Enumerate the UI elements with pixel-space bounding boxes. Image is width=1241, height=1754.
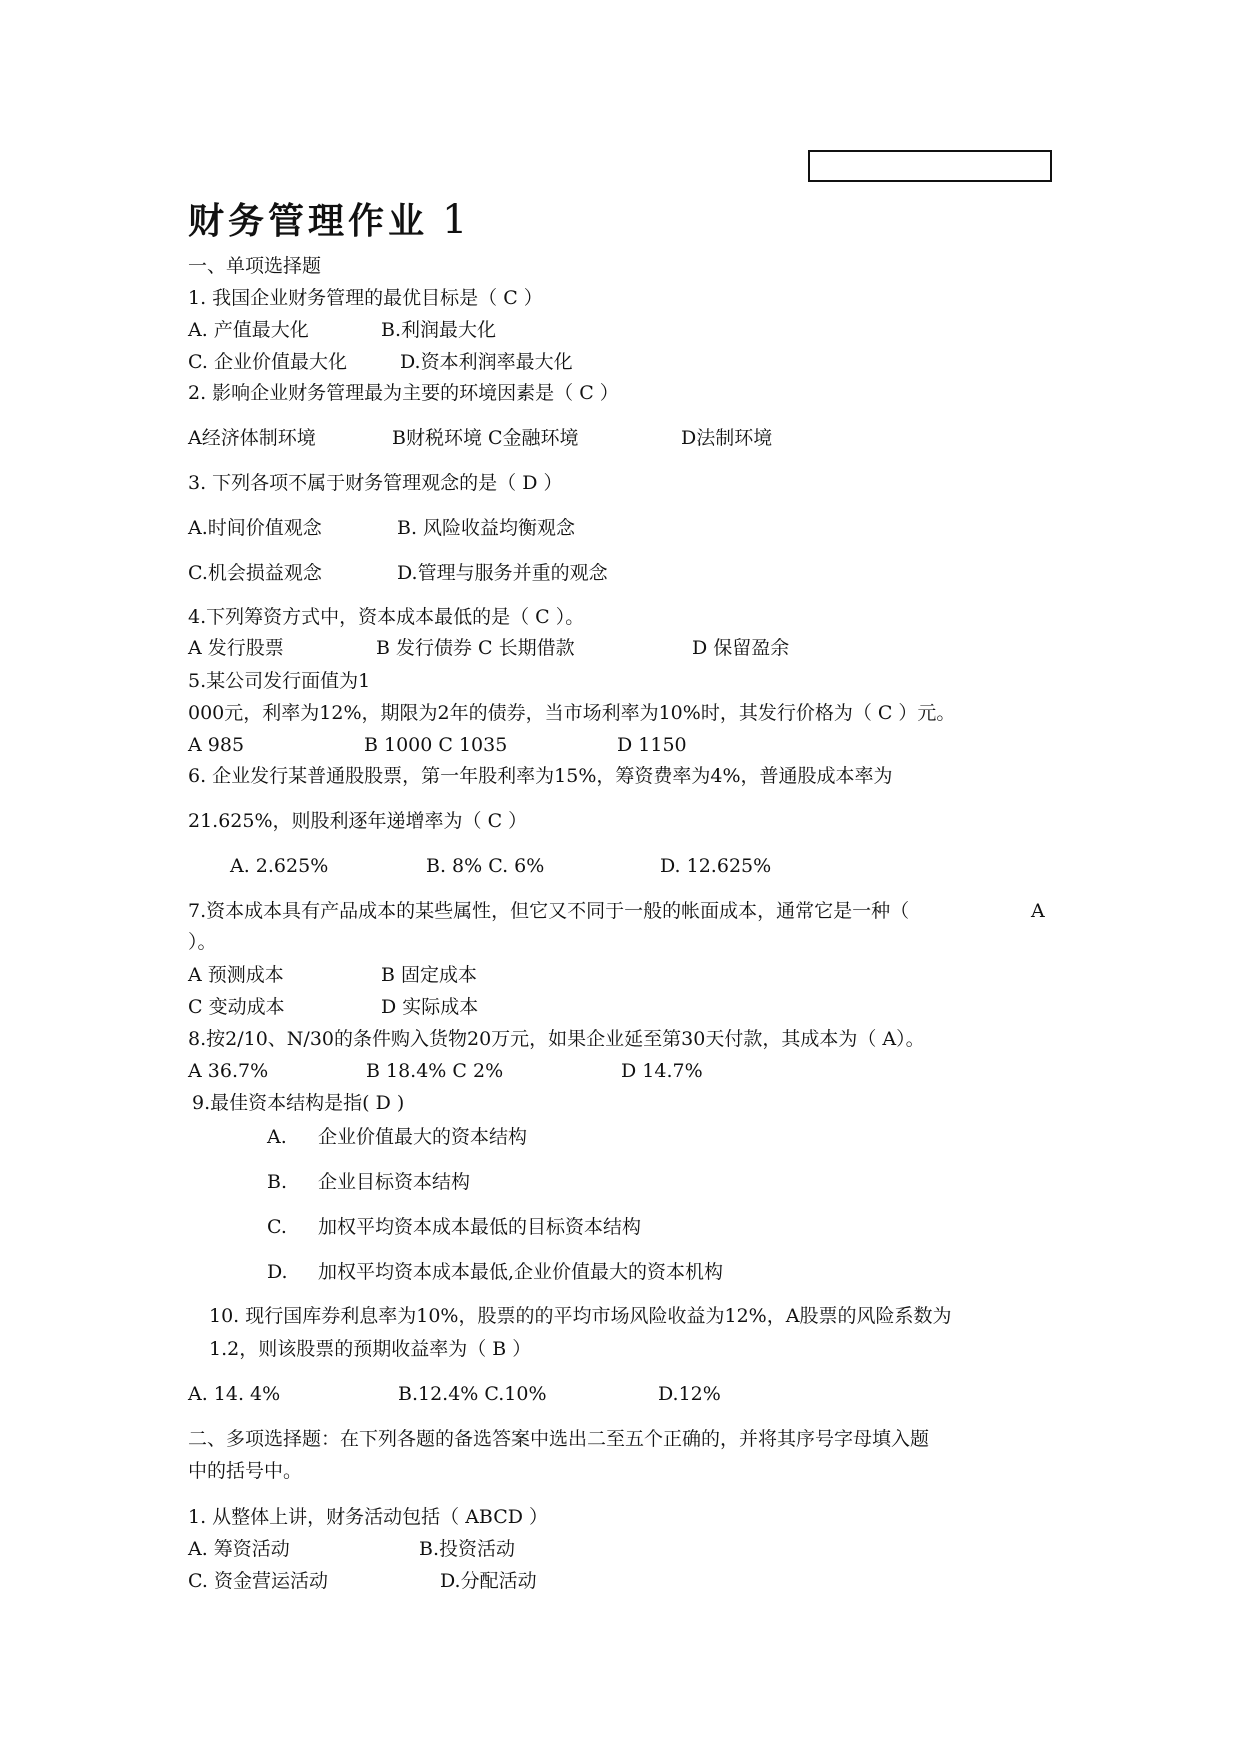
q10-stem-line2: 1.2，则该股票的预期收益率为（ B ）: [209, 1338, 532, 1360]
q3-option-a: A.时间价值观念: [188, 517, 322, 539]
section2-heading-line1: 二、多项选择题：在下列各题的备选答案中选出二至五个正确的，并将其序号字母填入题: [188, 1428, 930, 1450]
q4-option-d: D 保留盈余: [692, 637, 790, 659]
q1-option-d: D.资本利润率最大化: [400, 351, 573, 373]
q3-option-c: C.机会损益观念: [188, 562, 322, 584]
section1-heading: 一、单项选择题: [188, 255, 322, 277]
q7-stem-line2: ）。: [188, 931, 217, 953]
blank-box: [808, 150, 1052, 182]
q1-option-a: A. 产值最大化: [188, 319, 309, 341]
q5-stem-line2: 000元，利率为12%，期限为2年的债券，当市场利率为10%时，其发行价格为（ C ）元。: [188, 702, 956, 724]
q1-option-b: B.利润最大化: [381, 319, 497, 341]
q10-stem-line1: 10. 现行国库券利息率为10%，股票的的平均市场风险收益为12%，A股票的风险系数为: [209, 1305, 952, 1327]
q2-option-a: A经济体制环境: [188, 427, 316, 449]
q3-stem: 3. 下列各项不属于财务管理观念的是（ D ）: [188, 472, 563, 494]
q10-option-bc: B.12.4% C.10%: [398, 1383, 547, 1405]
q7-stem-line1: 7.资本成本具有产品成本的某些属性，但它又不同于一般的帐面成本，通常它是一种（: [188, 900, 910, 922]
q8-option-d: D 14.7%: [621, 1060, 703, 1082]
q10-option-a: A. 14. 4%: [188, 1383, 281, 1405]
q2-option-bc: B财税环境 C金融环境: [392, 427, 579, 449]
s2-q1-option-d: D.分配活动: [440, 1570, 537, 1592]
q9-option-b: 企业目标资本结构: [318, 1171, 471, 1193]
q6-option-bc: B. 8% C. 6%: [426, 855, 545, 877]
q9-letter-d: D.: [267, 1261, 288, 1283]
q5-option-a: A 985: [188, 734, 245, 756]
q1-option-c: C. 企业价值最大化: [188, 351, 347, 373]
s2-q1-stem: 1. 从整体上讲，财务活动包括（ ABCD ）: [188, 1506, 549, 1528]
q4-stem: 4.下列筹资方式中，资本成本最低的是（ C ）。: [188, 606, 585, 628]
q9-letter-c: C.: [267, 1216, 287, 1238]
section2-heading-line2: 中的括号中。: [188, 1460, 303, 1482]
q6-stem-line2: 21.625%，则股利逐年递增率为（ C ）: [188, 810, 528, 832]
q4-option-bc: B 发行债券 C 长期借款: [376, 637, 575, 659]
document-title: [188, 193, 471, 244]
q5-stem-line1: 5.某公司发行面值为1: [188, 670, 371, 692]
q6-stem-line1: 6. 企业发行某普通股股票，第一年股利率为15%，筹资费率为4%，普通股成本率为: [188, 765, 893, 787]
q6-option-a: A. 2.625%: [230, 855, 329, 877]
q9-option-d: 加权平均资本成本最低,企业价值最大的资本机构: [318, 1261, 724, 1283]
title-number: 1: [442, 197, 472, 243]
q1-stem: 1. 我国企业财务管理的最优目标是（ C ）: [188, 287, 543, 309]
q3-option-b: B. 风险收益均衡观念: [397, 517, 576, 539]
q5-option-d: D 1150: [617, 734, 687, 756]
q9-option-a: 企业价值最大的资本结构: [318, 1126, 528, 1148]
s2-q1-option-c: C. 资金营运活动: [188, 1570, 328, 1592]
q2-option-d: D法制环境: [681, 427, 773, 449]
q5-option-bc: B 1000 C 1035: [364, 734, 508, 756]
q9-letter-b: B.: [267, 1171, 288, 1193]
q8-option-a: A 36.7%: [188, 1060, 269, 1082]
q6-option-d: D. 12.625%: [660, 855, 772, 877]
q7-option-c: C 变动成本: [188, 996, 285, 1018]
q3-option-d: D.管理与服务并重的观念: [397, 562, 608, 584]
title-text: 财务管理作业: [188, 201, 429, 242]
s2-q1-option-a: A. 筹资活动: [188, 1538, 290, 1560]
q7-answer: A: [1031, 900, 1045, 922]
q8-option-bc: B 18.4% C 2%: [366, 1060, 504, 1082]
q4-option-a: A 发行股票: [188, 637, 284, 659]
q8-stem: 8.按2/10、N/30的条件购入货物20万元，如果企业延至第30天付款，其成本为（ A）。: [188, 1028, 925, 1050]
q9-letter-a: A.: [267, 1126, 287, 1148]
s2-q1-option-b: B.投资活动: [419, 1538, 516, 1560]
q7-option-a: A 预测成本: [188, 964, 284, 986]
q9-option-c: 加权平均资本成本最低的目标资本结构: [318, 1216, 642, 1238]
q7-option-b: B 固定成本: [381, 964, 478, 986]
q2-stem: 2. 影响企业财务管理最为主要的环境因素是（ C ）: [188, 382, 619, 404]
q7-option-d: D 实际成本: [381, 996, 479, 1018]
q10-option-d: D.12%: [658, 1383, 721, 1405]
q9-stem: 9.最佳资本结构是指( D ): [192, 1092, 405, 1114]
